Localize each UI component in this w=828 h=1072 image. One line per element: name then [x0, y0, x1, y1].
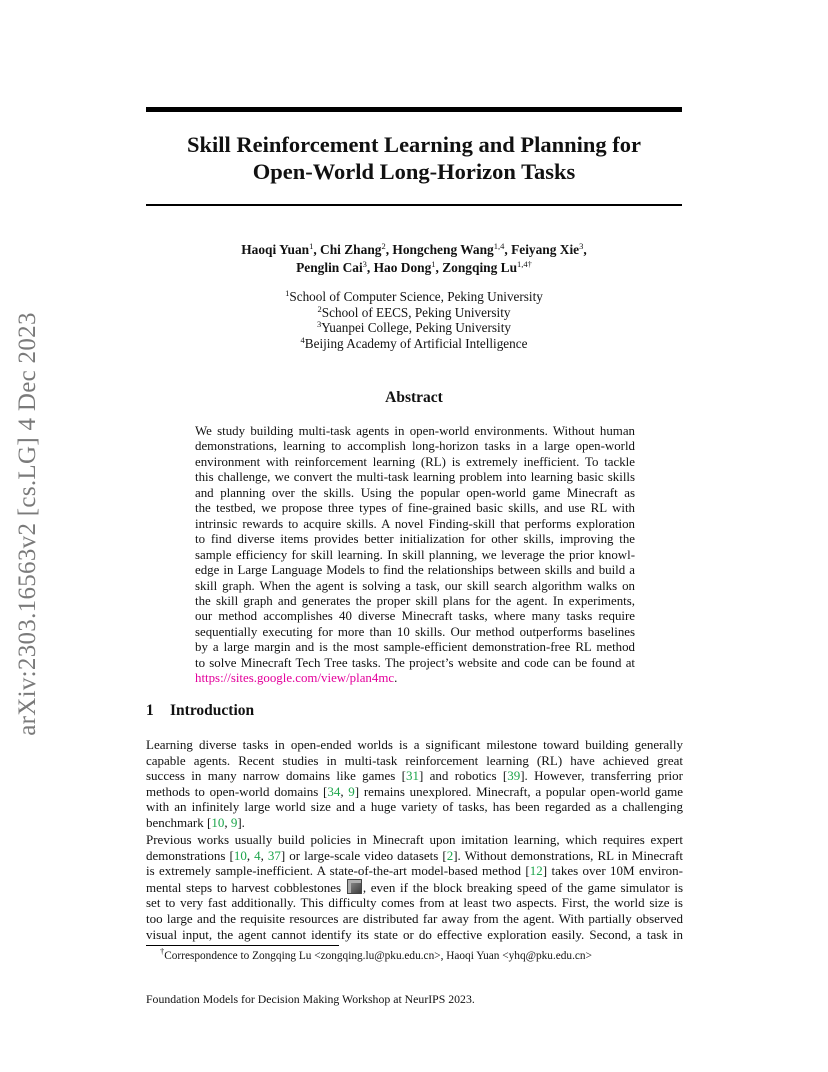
paper-title [146, 131, 682, 185]
cobblestone-icon [347, 879, 362, 894]
affiliation-text: Beijing Academy of Artificial Intelligence [304, 335, 528, 351]
arxiv-identifier: arXiv:2303.16563v2 [cs.LG] 4 Dec 2023 [14, 312, 41, 736]
footnote-rule [146, 945, 339, 946]
affiliation [146, 336, 682, 352]
intro-line [146, 784, 683, 800]
paper-title-line-2: Open-World Long-Horizon Tasks [252, 159, 576, 184]
author-name: , Hao Dong [366, 260, 432, 275]
abstract-heading: Abstract [385, 389, 443, 406]
project-website-link[interactable]: https://sites.google.com/view/plan4mc [195, 671, 395, 686]
author-name: Penglin Cai [296, 260, 363, 275]
author-affiliation-mark: 1 [431, 259, 436, 269]
section-heading-introduction [146, 702, 254, 720]
intro-line: with an infinitely large world size and a huge variety of tasks, has been regarded as a challenging [146, 799, 683, 815]
author-affiliation-mark: 1 [309, 241, 314, 251]
citation-link[interactable]: 2 [446, 847, 454, 863]
abstract-line: by a large margin and is the most sample-efficient demonstration-free RL method [195, 640, 635, 655]
affiliation-text: School of Computer Science, Peking University [289, 289, 543, 304]
citation-link[interactable]: 31 [406, 768, 419, 784]
intro-text: ] and robotics [ [419, 768, 508, 784]
abstract-line: and planning over the skills. Using the popular open-world game Minecraft as [195, 485, 635, 500]
intro-line [146, 848, 683, 864]
author-separator: , [583, 242, 587, 257]
intro-line: too large and the requisite resources are distributed far away from the agent. With partially observed [146, 910, 683, 926]
arxiv-identifier-margin [2, 293, 54, 755]
citation-link[interactable]: 39 [507, 768, 521, 784]
abstract-line: skill graph. When the agent is solving a task, our skill search algorithm walks on [195, 578, 635, 593]
author-affiliation-mark: 1,4 [493, 241, 505, 251]
venue-note: Foundation Models for Decision Making Workshop at NeurIPS 2023. [146, 992, 475, 1006]
author-name: , Feiyang Xie [504, 242, 580, 257]
affiliation-mark: 1 [285, 288, 290, 298]
affiliation-text: Yuanpei College, Peking University [321, 320, 511, 336]
abstract-line: sequentially executing for more than 10 skills. Our method outperforms baselines [195, 624, 635, 639]
intro-paragraph-2 [146, 832, 683, 942]
citation-link[interactable]: 10 [211, 814, 225, 830]
intro-line: Previous works usually build policies in Minecraft upon imitation learning, which requires expert [146, 832, 683, 847]
citation-link[interactable]: 10 [233, 847, 247, 863]
title-bottom-rule [146, 204, 682, 206]
citation-link[interactable]: 9 [230, 814, 238, 830]
author-list [146, 241, 682, 277]
intro-text: success in many narrow domains like games [ [146, 768, 406, 784]
section-number: 1 [146, 702, 154, 719]
intro-text: , [224, 814, 231, 830]
affiliation-list [146, 289, 682, 351]
citation-link[interactable]: 37 [267, 847, 281, 863]
section-title: Introduction [170, 702, 255, 719]
affiliation [146, 320, 682, 336]
intro-text: methods to open-world domains [ [146, 783, 328, 799]
intro-text: , [246, 847, 255, 863]
intro-text: ] remains unexplored. Minecraft, a popular open-world game [354, 783, 684, 799]
intro-text: ]. However, transferring prior [520, 768, 683, 784]
abstract-line: environment with reinforcement learning (RL) is extremely inefficient. To tackle [195, 454, 635, 469]
author-affiliation-mark: 2 [381, 241, 386, 251]
intro-line: capable agents. Recent studies in multi-task reinforcement learning (RL) have achieved great [146, 752, 683, 768]
abstract-body [195, 424, 635, 687]
intro-text: is extremely sample-inefficient. A state-of-the-art model-based method [ [146, 863, 530, 879]
author-affiliation-mark: 3 [579, 241, 584, 251]
footnote [160, 946, 592, 962]
abstract-line [195, 671, 635, 686]
intro-text: ]. Without demonstrations, RL in Minecraft [453, 847, 684, 863]
intro-text: mental steps to harvest cobblestones [146, 879, 346, 895]
title-top-rule [146, 107, 682, 112]
citation-link[interactable]: 4 [254, 847, 261, 863]
intro-text: ]. [237, 814, 245, 830]
intro-text: ] takes over 10M environ- [542, 863, 683, 879]
affiliation-text: School of EECS, Peking University [321, 304, 511, 320]
intro-line: set to very fast additionally. This difficulty comes from at least two aspects. First, the world size is [146, 895, 683, 911]
paper-title-line-1: Skill Reinforcement Learning and Planning for [187, 132, 641, 157]
abstract-final-period: . [394, 671, 398, 686]
author-name: , Zongqing Lu [435, 260, 518, 275]
abstract-line: to solve Minecraft Tech Tree tasks. The project’s website and code can be found at [195, 655, 635, 670]
citation-link[interactable]: 9 [348, 783, 355, 799]
abstract-line: this challenge, we convert the multi-task learning problem into learning basic skills [195, 470, 635, 485]
intro-text: , even if the block breaking speed of the game simulator is [362, 879, 683, 895]
affiliation [146, 289, 682, 305]
intro-paragraph-1 [146, 737, 683, 831]
affiliation [146, 305, 682, 321]
citation-link[interactable]: 34 [327, 783, 341, 799]
author-name: , Hongcheng Wang [385, 242, 494, 257]
intro-line [146, 768, 683, 784]
intro-text: , [260, 847, 268, 863]
author-affiliation-mark: 1,4† [517, 259, 532, 269]
author-name: Haoqi Yuan [241, 242, 310, 257]
author-affiliation-mark: 3 [362, 259, 367, 269]
affiliation-mark: 2 [317, 303, 322, 314]
intro-line [146, 863, 683, 879]
footnote-mark: † [160, 946, 165, 956]
affiliation-mark: 3 [317, 319, 322, 330]
abstract-line: the testbed, we propose three types of fine-grained basic skills, and use RL with [195, 501, 635, 516]
footnote-text: Correspondence to Zongqing Lu <zongqing.lu@pku.edu.cn>, Haoqi Yuan <yhq@pku.edu.cn> [164, 950, 592, 962]
intro-line: visual input, the agent cannot identify its state or do effective exploration easily. Second, a task in [146, 926, 683, 942]
author-name: , Chi Zhang [313, 242, 382, 257]
intro-line: Learning diverse tasks in open-ended worlds is a significant milestone toward building generally [146, 737, 683, 752]
intro-line [146, 879, 683, 896]
intro-text: benchmark [ [146, 814, 212, 830]
citation-link[interactable]: 12 [529, 863, 543, 879]
abstract-line: demonstrations, learning to accomplish long-horizon tasks in a large open-world [195, 439, 635, 454]
abstract-line: We study building multi-task agents in open-world environments. Without human [195, 424, 635, 438]
abstract-line: the skill graph and generates the proper skill plans for the agent. In experiments, [195, 593, 635, 608]
abstract-line: sample efficiency for skill learning. In skill planning, we leverage the prior knowl- [195, 547, 635, 562]
intro-text: demonstrations [ [146, 847, 234, 863]
affiliation-mark: 4 [300, 334, 305, 345]
author-line-1 [146, 241, 682, 259]
author-line-2 [146, 259, 682, 277]
abstract-line: edge in Large Language Models to find the relationships between skills and build a [195, 563, 635, 578]
intro-text: ] or large-scale video datasets [ [280, 847, 447, 863]
abstract-line: intrinsic rewards to acquire skills. A novel Finding-skill that performs exploration [195, 516, 635, 531]
intro-line [146, 815, 683, 831]
abstract-line: to find diverse items provides better initialization for other skills, improving the [195, 532, 635, 547]
abstract-line: our method accomplishes 40 diverse Minecraft tasks, where many tasks require [195, 609, 635, 624]
intro-text: , [340, 783, 349, 799]
